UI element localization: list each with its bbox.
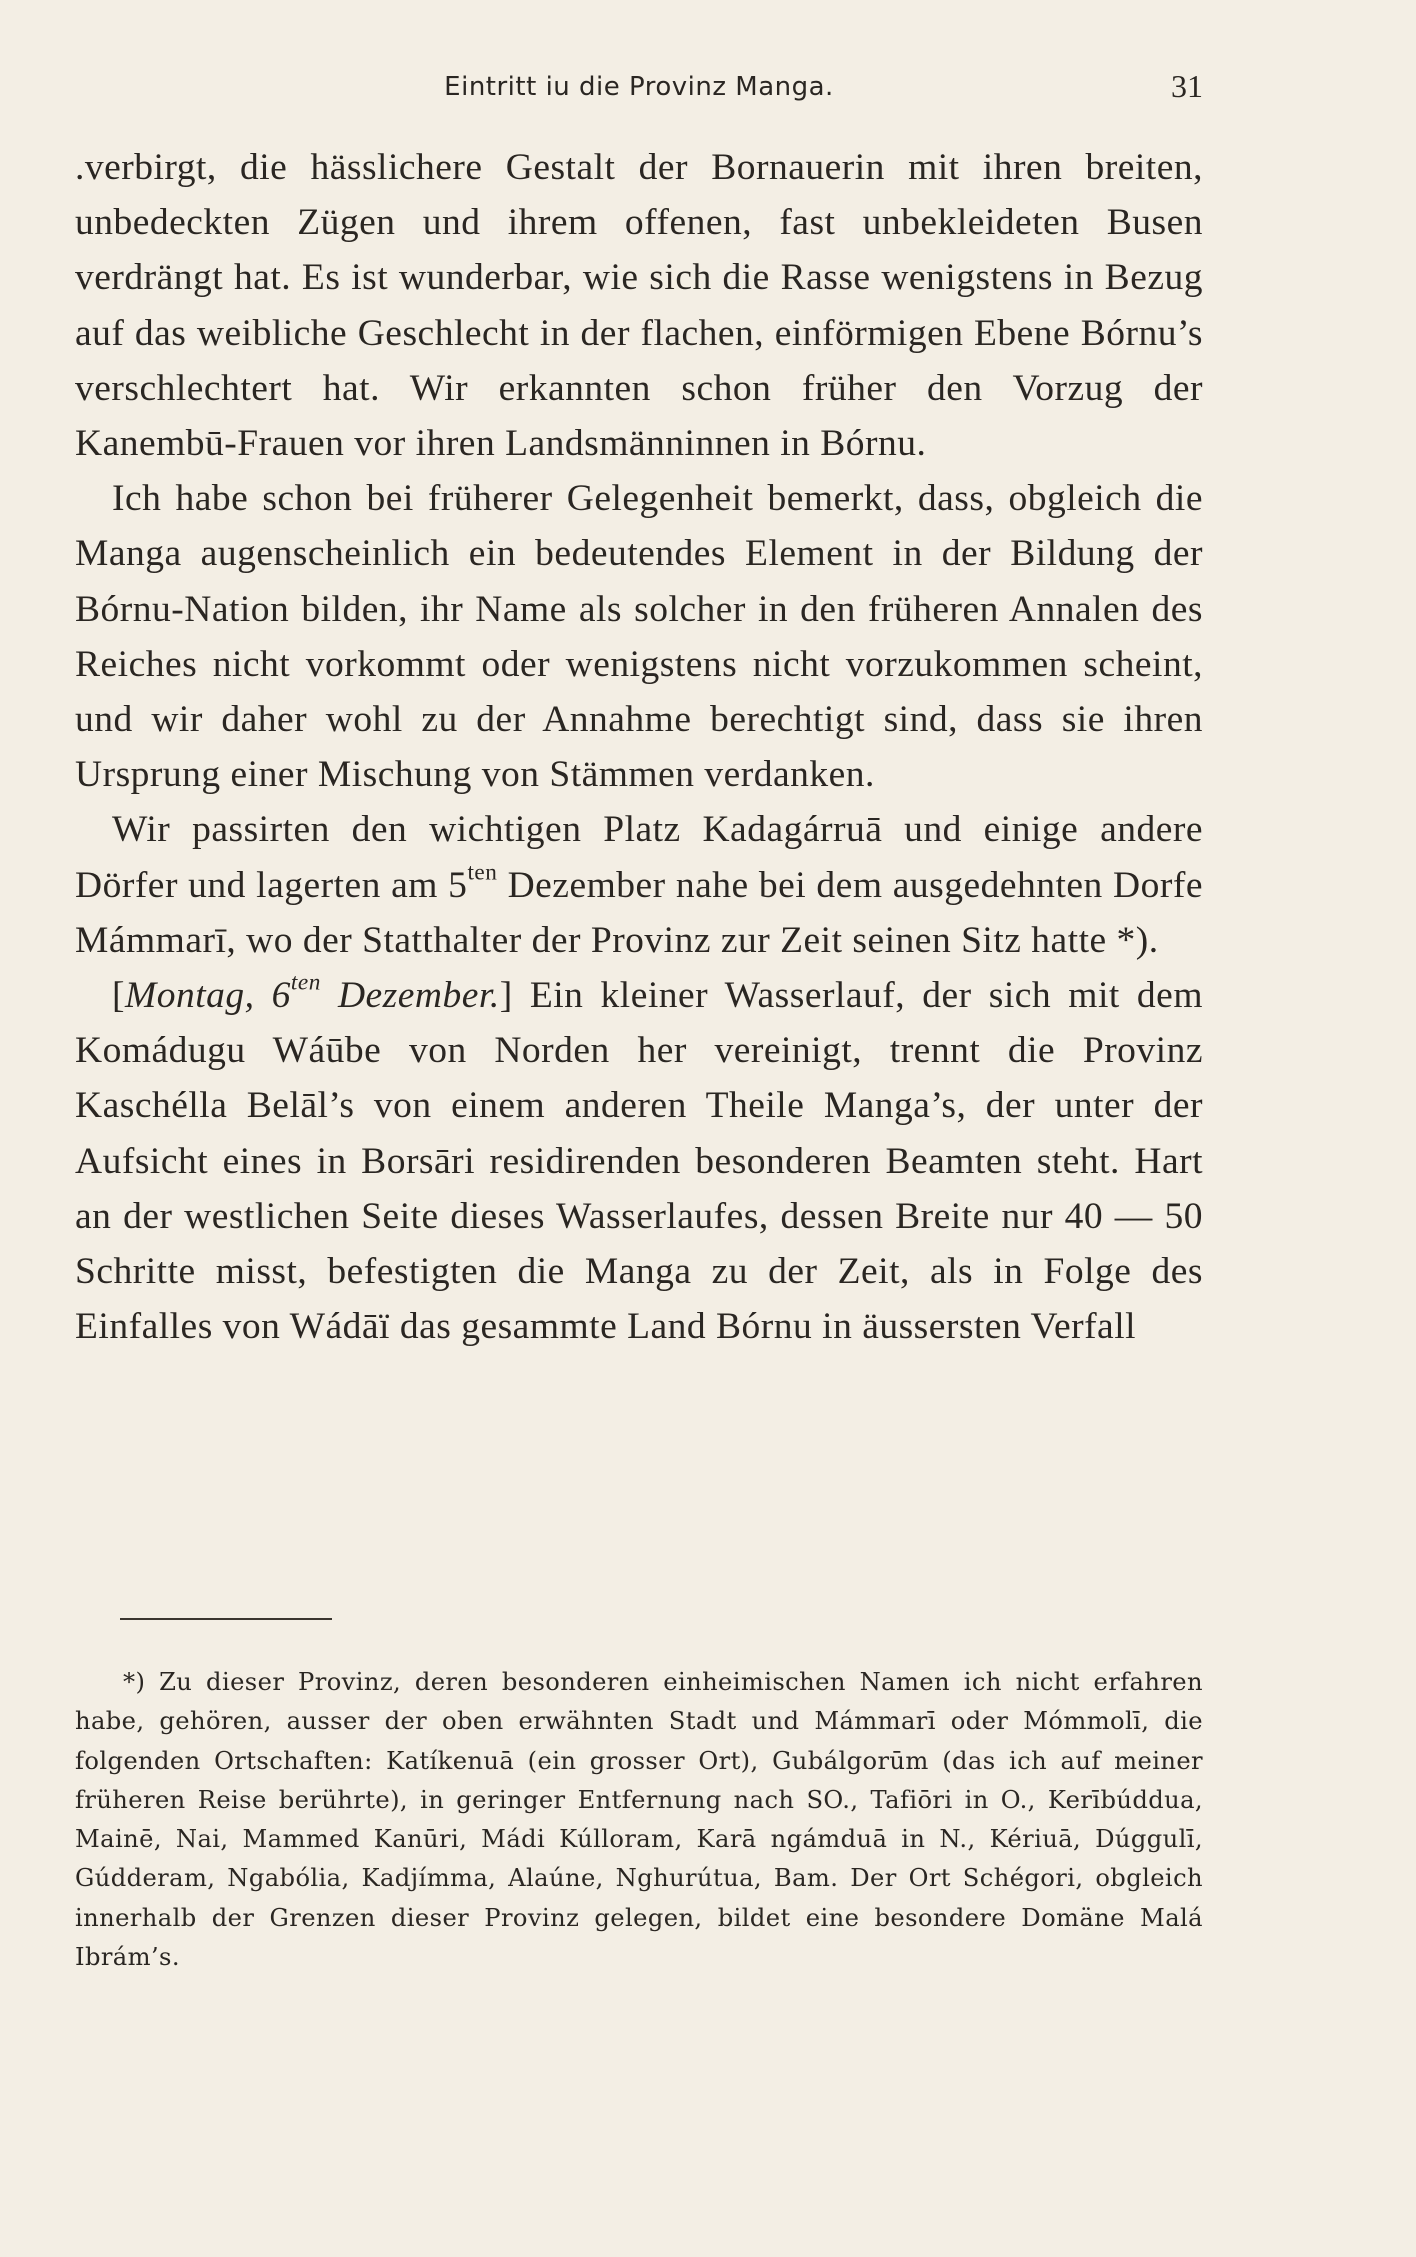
date-heading xyxy=(125,969,500,1017)
date-bracket-close: ] xyxy=(499,975,513,1017)
date-heading-day: Montag, 6 xyxy=(125,975,291,1017)
page-number: 31 xyxy=(1171,68,1203,104)
date-heading-month: Dezember. xyxy=(320,975,500,1017)
paragraph-2: Ich habe schon bei früherer Gelegenheit bemerkt, dass, obgleich die Manga augenscheinlich ein bedeutendes Element in der Bildung der Bórnu-Nation bilden, ihr Name als solcher in den früheren Annalen des Reiches nicht vorkommt oder wenigstens nicht vorzukommen scheint, und wir daher wohl zu der Annahme berechtigt sind, dass sie ihren Ursprung einer Mischung von Stämmen verdanken. xyxy=(75,478,1203,796)
superscript-ten: ten xyxy=(290,969,321,996)
running-head: Eintritt iu die Provinz Manga. xyxy=(444,72,834,102)
paragraph-3-text-b: Dezember nahe bei dem ausgedehnten Dorfe Mámmarī, wo der Statthalter der Provinz zur Zeit seinen Sitz hatte *). xyxy=(75,864,1203,961)
paragraph-3 xyxy=(75,802,1203,968)
footnote: *) Zu dieser Provinz, deren besonderen einheimischen Namen ich nicht erfahren habe, gehören, ausser der oben erwähnten Stadt und Mámmarī oder Mómmolī, die folgenden Ortschaften: Katíkenuā (ein grosser Ort), Gubálgorūm (das ich auf meiner früheren Reise berührte), in geringer Entfernung nach SO., Tafiōri in O., Kerībúddua, Mainē, Nai, Mammed Kanūri, Mádi Kúlloram, Karā ngámduā in N., Kériuā, Dúggulī, Gúdderam, Ngabólia, Kadjímma, Alaúne, Nghurútua, Bam. Der Ort Schégori, obgleich innerhalb der Grenzen dieser Provinz gelegen, bildet eine besondere Domäne Malá Ibrám’s. xyxy=(75,1668,1203,1972)
paragraph-1: .verbirgt, die hässlichere Gestalt der Bornauerin mit ihren breiten, unbedeckten Zügen und ihrem offenen, fast unbekleideten Busen verdrängt hat. Es ist wunderbar, wie sich die Rasse wenigstens in Bezug auf das weibliche Geschlecht in der flachen, einförmigen Ebene Bórnu’s verschlechtert hat. Wir erkannten schon früher den Vorzug der Kanembū-Frauen vor ihren Landsmänninnen in Bórnu. xyxy=(75,147,1203,465)
date-bracket-open: [ xyxy=(112,975,125,1017)
superscript-ten: ten xyxy=(467,859,498,886)
page-header xyxy=(75,68,1203,108)
paragraph-4 xyxy=(75,968,1203,1354)
paragraph-3-text-a: Wir passirten den wichtigen Platz Kadagárruā und einige andere Dörfer und lagerten am 5 xyxy=(75,809,1203,906)
paragraph-4-text: Ein kleiner Wasserlauf, der sich mit dem Komádugu Wáūbe von Norden her vereinigt, trennt die Provinz Kaschélla Belāl’s von einem anderen Theile Manga’s, der unter der Aufsicht eines in Borsāri residirenden besonderen Beamten steht. Hart an der westlichen Seite dieses Wasserlaufes, dessen Breite nur 40 — 50 Schritte misst, befestigten die Manga zu der Zeit, als in Folge des Einfalles von Wádāï das gesammte Land Bórnu in äussersten Verfall xyxy=(75,975,1203,1348)
main-text xyxy=(75,140,1203,1354)
footnote-divider xyxy=(120,1618,332,1620)
